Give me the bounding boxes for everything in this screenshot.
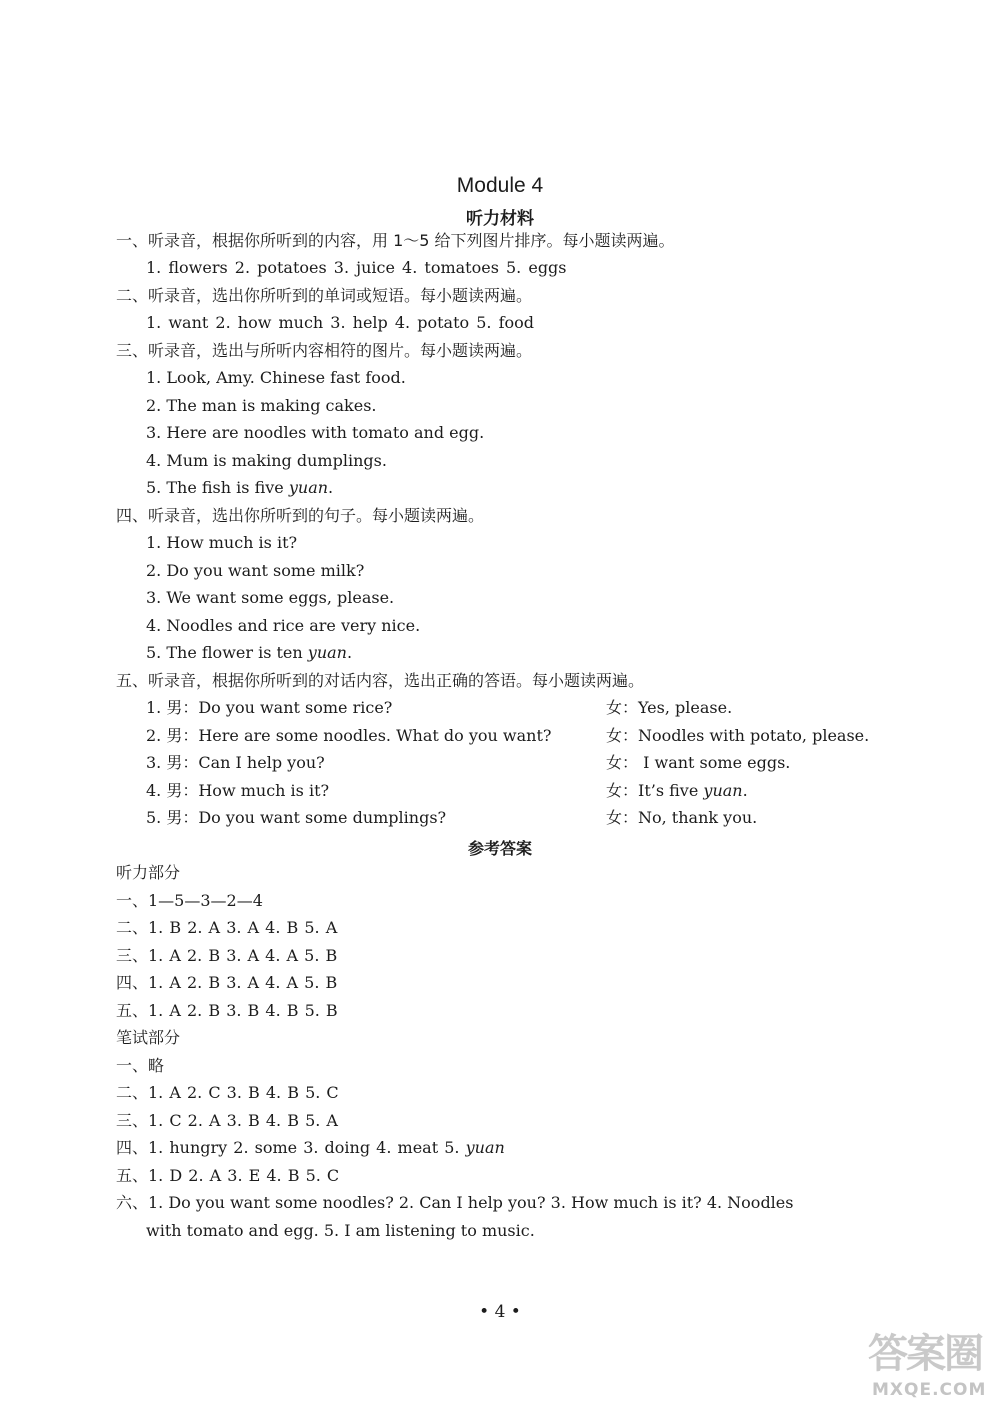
section-4-item-1: 1. How much is it? [146, 533, 298, 552]
section-3-item-1: 1. Look, Amy. Chinese fast food. [146, 368, 406, 387]
section-4-item-4: 4. Noodles and rice are very nice. [146, 616, 421, 635]
written-part-label: 笔试部分 [116, 1028, 181, 1047]
listening-answer-3: 三、1. A 2. B 3. A 4. A 5. B [116, 946, 338, 965]
answers-title: 参考答案 [467, 839, 532, 858]
section-4-heading: 四、听录音，选出你所听到的句子。每小题读两遍。 [116, 506, 485, 525]
section-4-item-3: 3. We want some eggs, please. [146, 588, 395, 607]
written-answer-6: 六、1. Do you want some noodles? 2. Can I help you? 3. How much is it? 4. Noodles [116, 1193, 794, 1212]
section-3-item-5: 5. The fish is five yuan. [146, 478, 334, 497]
dialogue-3-male: 3. 男：Can I help you? [146, 753, 325, 772]
listening-answer-1: 一、1—5—3—2—4 [116, 891, 263, 910]
written-answer-5: 五、1. D 2. A 3. E 4. B 5. C [116, 1166, 340, 1185]
section-3-item-4: 4. Mum is making dumplings. [146, 451, 387, 470]
written-answer-4: 四、1. hungry 2. some 3. doing 4. meat 5. yuan [116, 1138, 505, 1157]
watermark-logo: 答案圈 [868, 1331, 982, 1377]
listening-answer-4: 四、1. A 2. B 3. A 4. A 5. B [116, 973, 338, 992]
dialogue-1-male: 1. 男：Do you want some rice? [146, 698, 393, 717]
dialogue-4-male: 4. 男：How much is it? [146, 781, 330, 800]
listening-material-title: 听力材料 [466, 209, 534, 229]
section-3-heading: 三、听录音，选出与所听内容相符的图片。每小题读两遍。 [116, 341, 533, 360]
section-3-item-2: 2. The man is making cakes. [146, 396, 377, 415]
listening-part-label: 听力部分 [116, 863, 181, 882]
section-4-item-2: 2. Do you want some milk? [146, 561, 365, 580]
section-4-item-5: 5. The flower is ten yuan. [146, 643, 353, 662]
listening-answer-5: 五、1. A 2. B 3. B 4. B 5. B [116, 1001, 338, 1020]
dialogue-1-female: 女：Yes, please. [606, 698, 733, 717]
dialogue-3-female: 女： I want some eggs. [606, 753, 791, 772]
section-5-heading: 五、听录音，根据你所听到的对话内容，选出正确的答语。每小题读两遍。 [116, 671, 645, 690]
dialogue-2-male: 2. 男：Here are some noodles. What do you want? [146, 726, 552, 745]
section-2-items: 1. want 2. how much 3. help 4. potato 5. food [146, 313, 534, 332]
module-title: Module 4 [456, 174, 544, 197]
dialogue-5-female: 女：No, thank you. [606, 808, 758, 827]
written-answer-2: 二、1. A 2. C 3. B 4. B 5. C [116, 1083, 339, 1102]
page-number: • 4 • [479, 1302, 521, 1322]
dialogue-2-female: 女：Noodles with potato, please. [606, 726, 870, 745]
written-answer-6-continued: with tomato and egg. 5. I am listening to music. [146, 1221, 535, 1240]
listening-answer-2: 二、1. B 2. A 3. A 4. B 5. A [116, 918, 338, 937]
dialogue-4-female: 女：It’s five yuan. [606, 781, 748, 800]
section-2-heading: 二、听录音，选出你所听到的单词或短语。每小题读两遍。 [116, 286, 533, 305]
watermark-url: MXQE.COM [872, 1380, 987, 1400]
written-answer-1: 一、略 [116, 1056, 165, 1075]
section-1-items: 1. flowers 2. potatoes 3. juice 4. tomatoes 5. eggs [146, 258, 567, 277]
dialogue-5-male: 5. 男：Do you want some dumplings? [146, 808, 447, 827]
section-3-item-3: 3. Here are noodles with tomato and egg. [146, 423, 485, 442]
watermark [868, 1322, 998, 1412]
written-answer-3: 三、1. C 2. A 3. B 4. B 5. A [116, 1111, 338, 1130]
section-1-heading: 一、听录音，根据你所听到的内容，用 1～5 给下列图片排序。每小题读两遍。 [116, 231, 675, 250]
